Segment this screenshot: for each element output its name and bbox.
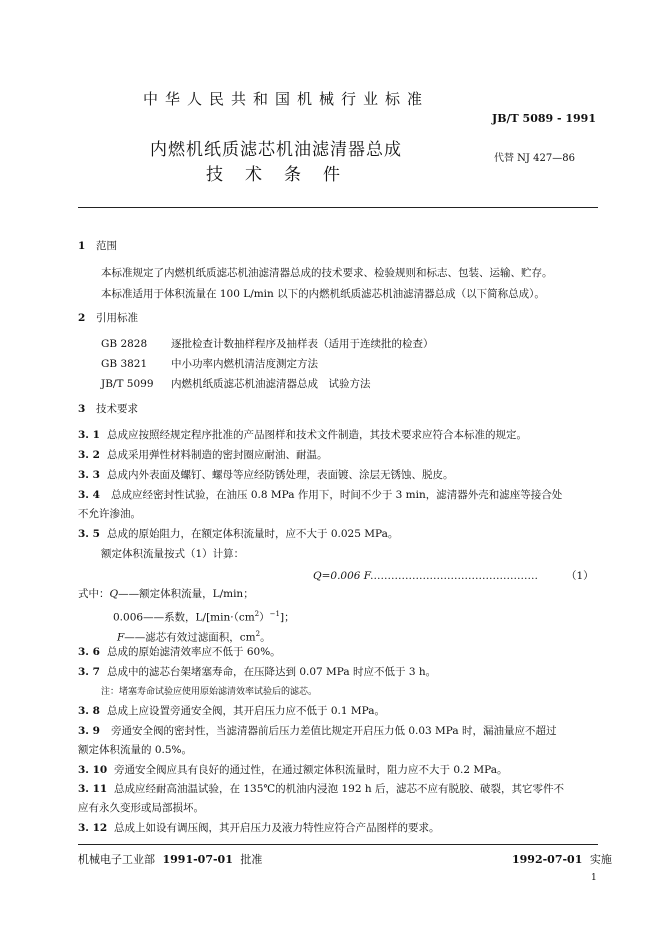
clause-3-6-number: 3. 6 [78, 646, 100, 658]
section-2-number: 2 [78, 312, 86, 324]
section-1-title: 范围 [96, 240, 117, 252]
formula-expression: Q=0.006 F [313, 570, 372, 582]
clause-3-11-text-line2: 应有永久变形或局部损坏。 [78, 802, 204, 814]
symbol-f-end: 。 [260, 631, 271, 644]
standard-number: JB/T 5089 - 1991 [492, 112, 596, 125]
symbol-q-definition: ——额定体积流量，L/min； [118, 588, 254, 600]
section-1-paragraph-2: 本标准适用于体积流量在 100 L/min 以下的内燃机纸质滤芯机油滤清器总成（以下简称总成）。 [101, 288, 545, 300]
symbol-k-definition: ——系数，L/[min·（cm [143, 611, 255, 624]
clause-3-6-text: 总成的原始滤清效率应不低于 60%。 [107, 646, 281, 658]
where-clause [78, 587, 254, 602]
page-number: 1 [591, 873, 597, 883]
document-title-line1: 内燃机纸质滤芯机油滤清器总成 [150, 140, 402, 160]
approval-date: 1991-07-01 [162, 853, 233, 866]
clause-3-4-text-line2: 不允许渗油。 [78, 508, 141, 520]
effective-line [512, 852, 612, 867]
clause-3-11-number: 3. 11 [78, 783, 108, 795]
clause-3-3-text: 总成内外表面及螺钉、螺母等应经防锈处理，表面镀、涂层无锈蚀、脱皮。 [107, 469, 454, 481]
approval-line [78, 852, 262, 867]
header-divider [78, 207, 598, 208]
where-coefficient [113, 607, 295, 626]
clause-3-10-text: 旁通安全阀应具有良好的通过性，在通过额定体积流量时，阻力应不大于 0.2 MPa。 [114, 764, 508, 776]
clause-3-8-text: 总成上应设置旁通安全阀，其开启压力应不低于 0.1 MPa。 [107, 705, 385, 717]
clause-3-11-text-line1: 总成应经耐高油温试验，在 135℃的机油内浸泡 192 h 后，滤芯不应有脱胶、破裂，其它零件不 [114, 783, 564, 795]
formula-equation-number: （1） [566, 570, 594, 582]
reference-name: 中小功率内燃机清洁度测定方法 [171, 358, 318, 370]
formula-leader-dots: ………………………………………… [370, 570, 538, 582]
clause-3-3-number: 3. 3 [78, 469, 100, 481]
superscript: −1 [269, 610, 280, 618]
clause-3-9-text-line1: 旁通安全阀的密封性，当滤清器前后压力差值比规定开启压力低 0.03 MPa 时，漏油量应不超过 [111, 725, 557, 737]
symbol-f-definition: ——滤芯有效过滤面积，cm [124, 631, 256, 644]
section-3-title: 技术要求 [96, 403, 138, 415]
clause-3-9-text-line2: 额定体积流量的 0.5%。 [78, 744, 193, 756]
where-lead: 式中： [78, 588, 110, 600]
reference-code: JB/T 5099 [101, 378, 154, 390]
formula-intro: 额定体积流量按式（1）计算： [101, 548, 245, 560]
symbol-k-end: ]； [279, 611, 295, 624]
section-1-paragraph-1: 本标准规定了内燃机纸质滤芯机油滤清器总成的技术要求、检验规则和标志、包装、运输、贮存。 [101, 267, 553, 279]
symbol-f: F [117, 631, 125, 644]
symbol-q: Q [109, 588, 119, 600]
section-3-number: 3 [78, 403, 86, 415]
clause-3-10-number: 3. 10 [78, 764, 108, 776]
clause-3-2-number: 3. 2 [78, 449, 100, 461]
document-title-line2: 技术条件 [206, 165, 362, 185]
reference-name: 逐批检查计数抽样程序及抽样表（适用于连续批的检查） [171, 338, 434, 350]
symbol-k-mid: ） [259, 611, 270, 624]
clause-3-12-number: 3. 12 [78, 822, 108, 834]
section-2-title: 引用标准 [96, 312, 138, 324]
symbol-k: 0.006 [113, 611, 144, 624]
approving-organization: 机械电子工业部 [78, 853, 155, 866]
reference-code: GB 3821 [101, 358, 148, 370]
superscript: 2 [255, 630, 261, 638]
note-text: 注：堵塞寿命试验应使用原始滤清效率试验后的滤芯。 [101, 687, 318, 697]
section-1-number: 1 [78, 240, 86, 252]
reference-code: GB 2828 [101, 338, 148, 350]
effective-date: 1992-07-01 [512, 853, 583, 866]
clause-3-5-text: 总成的原始阻力，在额定体积流量时，应不大于 0.025 MPa。 [107, 528, 399, 540]
clause-3-9-number: 3. 9 [78, 725, 100, 737]
replaces-standard: 代替 NJ 427—86 [494, 153, 575, 164]
clause-3-4-text-line1: 总成应经密封性试验，在油压 0.8 MPa 作用下，时间不少于 3 min，滤清器外壳和滤座等接合处 [111, 489, 563, 501]
reference-name: 内燃机纸质滤芯机油滤清器总成 试验方法 [171, 378, 371, 390]
clause-3-7-text: 总成中的滤芯台架堵塞寿命，在压降达到 0.07 MPa 时应不低于 3 h。 [107, 666, 437, 678]
clause-3-1-text: 总成应按照经规定程序批准的产品图样和技术文件制造，其技术要求应符合本标准的规定。 [107, 429, 527, 441]
superscript: 2 [254, 610, 260, 618]
clause-3-7-number: 3. 7 [78, 666, 100, 678]
clause-3-1-number: 3. 1 [78, 429, 100, 441]
issuing-authority-title: 中华人民共和国机械行业标准 [143, 90, 430, 108]
clause-3-4-number: 3. 4 [78, 489, 100, 501]
clause-3-2-text: 总成采用弹性材料制造的密封圈应耐油、耐温。 [107, 449, 328, 461]
clause-3-8-number: 3. 8 [78, 705, 100, 717]
where-area [117, 627, 271, 646]
footer-divider [78, 844, 598, 845]
clause-3-12-text: 总成上如设有调压阀，其开启压力及液力特性应符合产品图样的要求。 [114, 822, 440, 834]
clause-3-5-number: 3. 5 [78, 528, 100, 540]
approval-label: 批准 [240, 853, 263, 866]
effective-label: 实施 [589, 853, 612, 866]
